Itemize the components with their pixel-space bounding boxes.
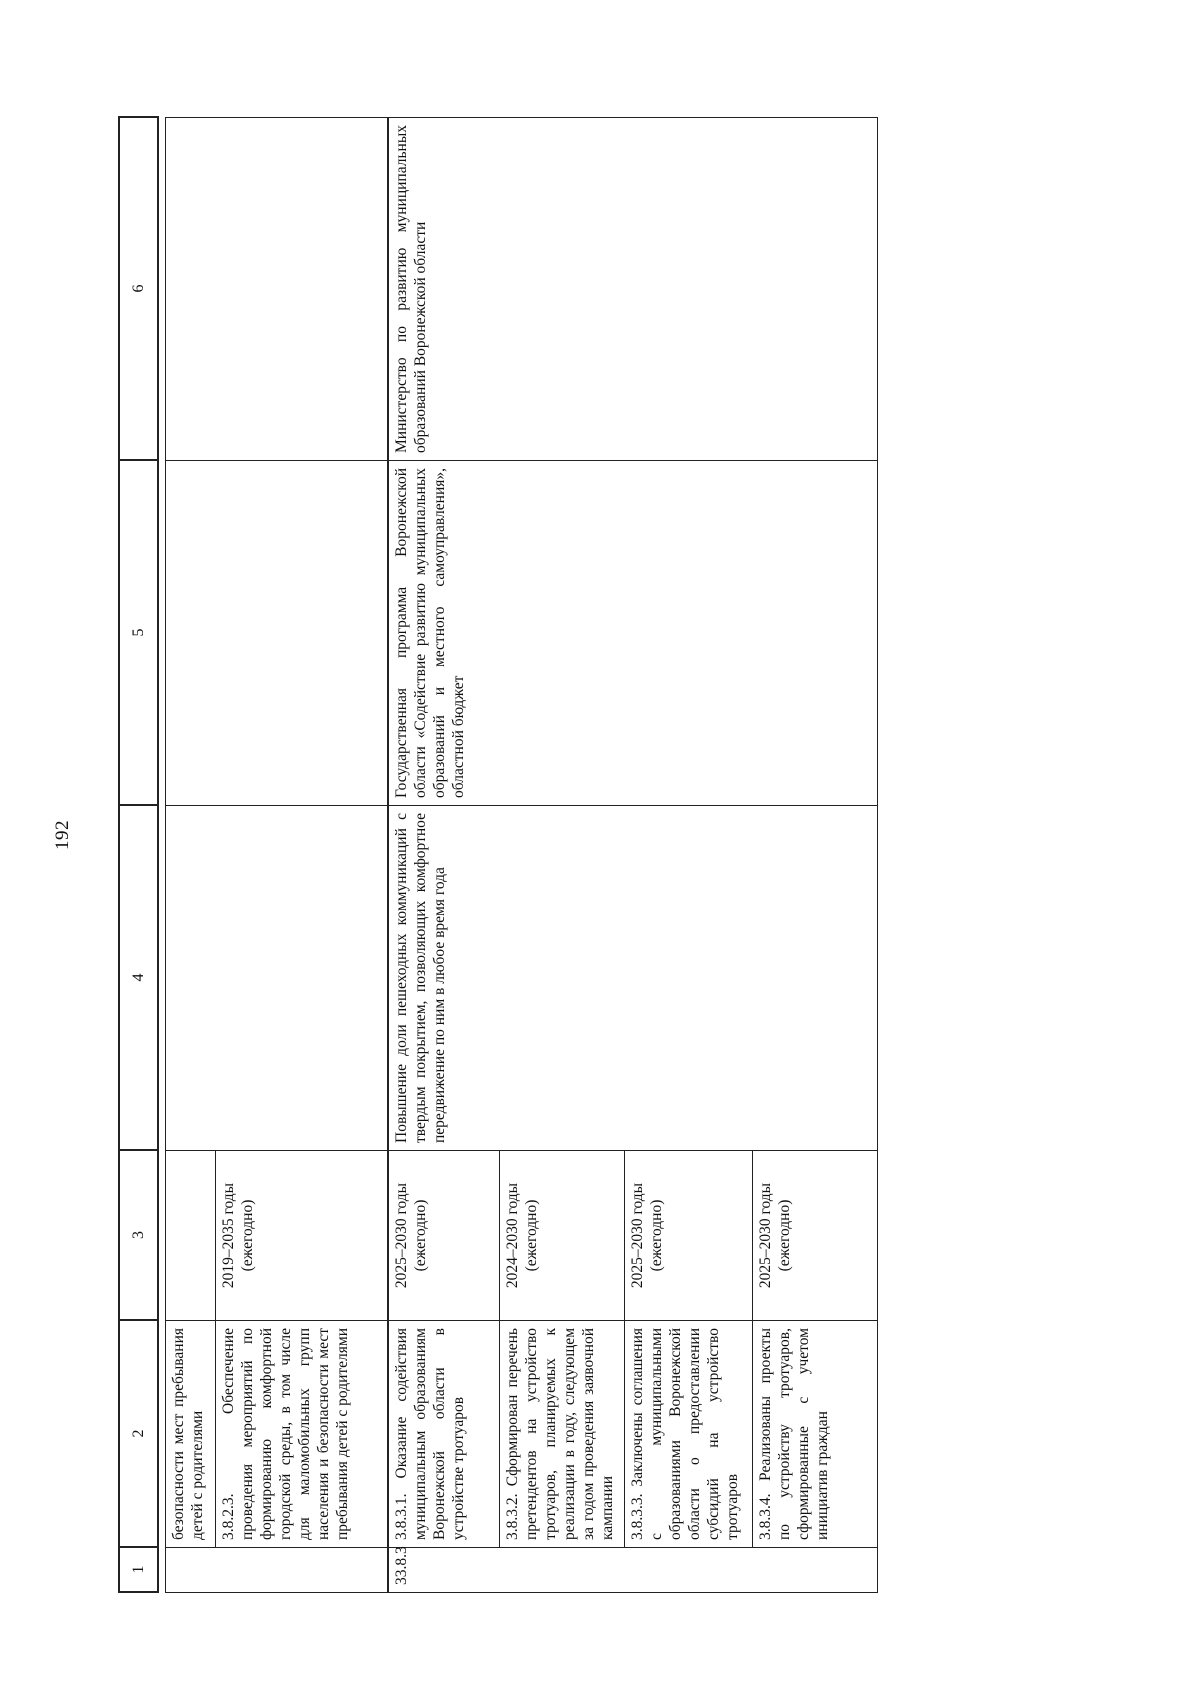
column-number-header bbox=[118, 116, 159, 1593]
period-cell: 2024–2030 годы (ежегодно) bbox=[500, 1151, 625, 1321]
source-cell bbox=[166, 461, 388, 806]
measure-cell: безопасности мест пребывания детей с родителями bbox=[166, 1321, 216, 1548]
landscape-table-frame bbox=[118, 118, 903, 1593]
period-cell: 2025–2030 годы (ежегодно) bbox=[625, 1151, 753, 1321]
result-cell: Повышение доли пешеходных коммуникаций с твердым покрытием, позволяющих комфортное передвижение по ним в любое время года bbox=[388, 806, 878, 1151]
source-cell: Государственная программа Воронежской области «Содействие развитию муниципальных образований и местного самоуправления», областной бюджет bbox=[388, 461, 878, 806]
table-row bbox=[388, 118, 500, 1593]
measure-cell: 3.8.3.1. Оказание содействия муниципальным образованиям Воронежской области в устройстве тротуаров bbox=[388, 1321, 500, 1548]
measure-cell: 3.8.3.3. Заключены соглашения с муниципальными образованиями Воронежской области о предоставлении субсидий на устройство тротуаров bbox=[625, 1321, 753, 1548]
period-cell: 2025–2030 годы (ежегодно) bbox=[753, 1151, 878, 1321]
period-cell: 2019–2035 годы (ежегодно) bbox=[216, 1151, 388, 1321]
measures-table bbox=[165, 117, 878, 1593]
executor-cell bbox=[166, 118, 388, 461]
column-number-6: 6 bbox=[119, 117, 158, 460]
period-cell bbox=[166, 1151, 216, 1321]
row-number-cell: 33.8.3 bbox=[388, 1548, 878, 1593]
column-number-3: 3 bbox=[119, 1150, 158, 1320]
executor-cell: Министерство по развитию муниципальных образований Воронежской области bbox=[388, 118, 878, 461]
column-number-1: 1 bbox=[119, 1547, 158, 1592]
result-cell bbox=[166, 806, 388, 1151]
row-number-cell-empty bbox=[166, 1548, 388, 1593]
column-number-4: 4 bbox=[119, 805, 158, 1150]
table-row bbox=[166, 118, 216, 1593]
measure-cell: 3.8.2.3. Обеспечение проведения мероприятий по формированию комфортной городской среды, в том числе для маломобильных групп населения и безопасности мест пребывания детей с родителями bbox=[216, 1321, 388, 1548]
column-number-row bbox=[119, 117, 158, 1592]
measure-cell: 3.8.3.4. Реализованы проекты по устройству тротуаров, сформированные с учетом инициатив граждан bbox=[753, 1321, 878, 1548]
page-number: 192 bbox=[52, 820, 73, 850]
column-number-5: 5 bbox=[119, 460, 158, 805]
period-cell: 2025–2030 годы (ежегодно) bbox=[388, 1151, 500, 1321]
column-number-2: 2 bbox=[119, 1320, 158, 1547]
measure-cell: 3.8.3.2. Сформирован перечень претендентов на устройство тротуаров, планируемых к реализации в году, следующем за годом проведения заявочной кампании bbox=[500, 1321, 625, 1548]
